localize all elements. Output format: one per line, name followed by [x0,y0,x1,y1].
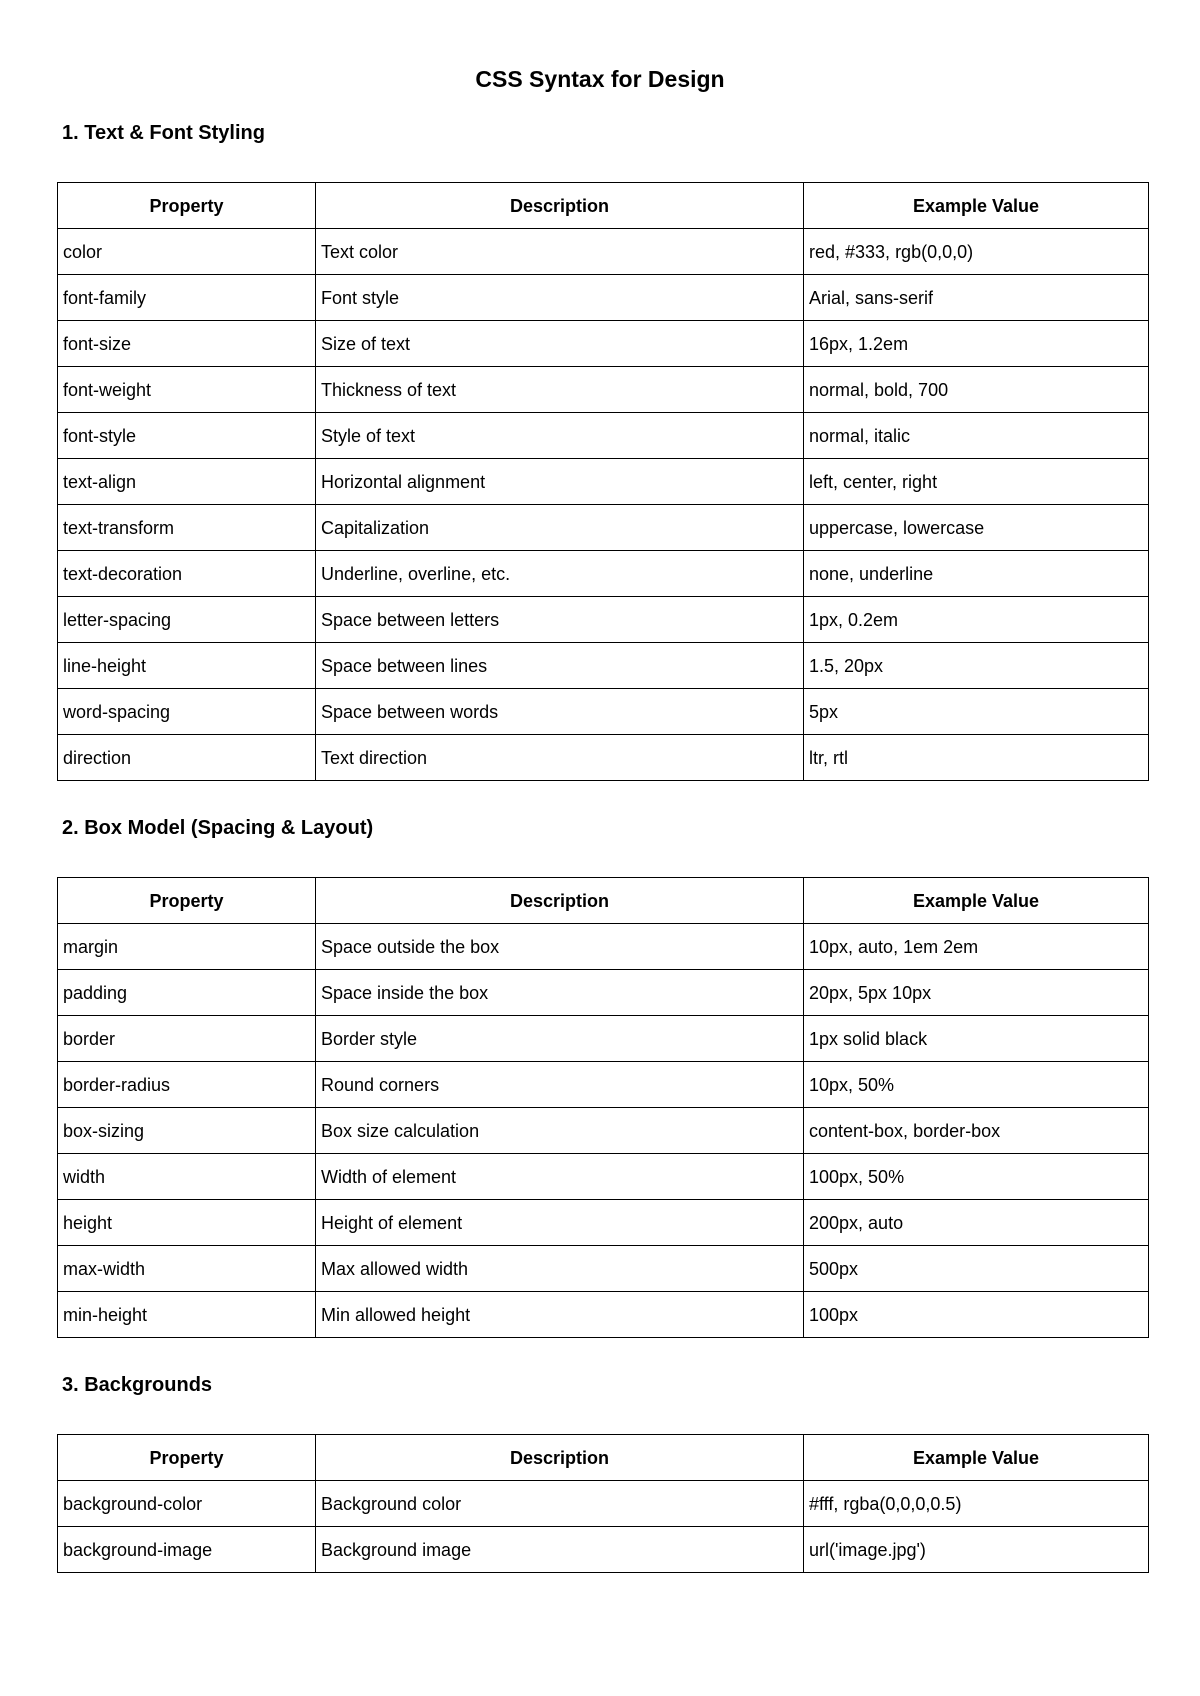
column-header-example-value: Example Value [804,878,1149,924]
cell-property: letter-spacing [58,597,316,643]
cell-example-value: 5px [804,689,1149,735]
cell-example-value: #fff, rgba(0,0,0,0.5) [804,1481,1149,1527]
cell-property: font-size [58,321,316,367]
table-row [58,924,1149,970]
cell-description: Min allowed height [316,1292,804,1338]
cell-example-value: 10px, 50% [804,1062,1149,1108]
cell-description: Space between lines [316,643,804,689]
table-row [58,970,1149,1016]
table-body [58,229,1149,781]
cell-description: Underline, overline, etc. [316,551,804,597]
table-row [58,689,1149,735]
cell-property: text-transform [58,505,316,551]
cell-example-value: content-box, border-box [804,1108,1149,1154]
table-row [58,1016,1149,1062]
cell-example-value: 1.5, 20px [804,643,1149,689]
table-header-row [58,1435,1149,1481]
table-body [58,924,1149,1338]
table-row [58,275,1149,321]
column-header-description: Description [316,878,804,924]
table-row [58,367,1149,413]
cell-property: background-image [58,1527,316,1573]
table-row [58,551,1149,597]
table-backgrounds [57,1434,1149,1573]
column-header-property: Property [58,183,316,229]
cell-property: height [58,1200,316,1246]
cell-example-value: 100px [804,1292,1149,1338]
cell-description: Box size calculation [316,1108,804,1154]
table-row [58,413,1149,459]
section-heading-text-font: 1. Text & Font Styling [62,122,265,144]
cell-property: direction [58,735,316,781]
cell-example-value: 20px, 5px 10px [804,970,1149,1016]
cell-example-value: ltr, rtl [804,735,1149,781]
column-header-property: Property [58,878,316,924]
cell-description: Width of element [316,1154,804,1200]
cell-property: color [58,229,316,275]
table-header-row [58,183,1149,229]
cell-description: Space outside the box [316,924,804,970]
cell-example-value: 500px [804,1246,1149,1292]
cell-example-value: normal, italic [804,413,1149,459]
cell-description: Space between letters [316,597,804,643]
cell-property: background-color [58,1481,316,1527]
cell-property: font-style [58,413,316,459]
section-heading-box-model: 2. Box Model (Spacing & Layout) [62,817,374,839]
cell-example-value: 16px, 1.2em [804,321,1149,367]
cell-property: word-spacing [58,689,316,735]
cell-description: Round corners [316,1062,804,1108]
table-row [58,1200,1149,1246]
cell-example-value: 200px, auto [804,1200,1149,1246]
column-header-example-value: Example Value [804,1435,1149,1481]
cell-property: width [58,1154,316,1200]
cell-property: padding [58,970,316,1016]
cell-example-value: 1px, 0.2em [804,597,1149,643]
cell-description: Capitalization [316,505,804,551]
table-row [58,1108,1149,1154]
cell-description: Background image [316,1527,804,1573]
cell-example-value: Arial, sans-serif [804,275,1149,321]
document-title: CSS Syntax for Design [475,66,725,92]
cell-property: text-decoration [58,551,316,597]
cell-description: Border style [316,1016,804,1062]
cell-description: Height of element [316,1200,804,1246]
cell-property: min-height [58,1292,316,1338]
table-row [58,1062,1149,1108]
cell-property: max-width [58,1246,316,1292]
table-row [58,735,1149,781]
cell-property: font-weight [58,367,316,413]
cell-example-value: 1px solid black [804,1016,1149,1062]
cell-example-value: url('image.jpg') [804,1527,1149,1573]
cell-property: font-family [58,275,316,321]
cell-description: Space inside the box [316,970,804,1016]
cell-description: Style of text [316,413,804,459]
table-body [58,1481,1149,1573]
table-row [58,321,1149,367]
table-row [58,229,1149,275]
cell-example-value: 10px, auto, 1em 2em [804,924,1149,970]
cell-description: Space between words [316,689,804,735]
cell-property: border-radius [58,1062,316,1108]
cell-example-value: none, underline [804,551,1149,597]
table-row [58,459,1149,505]
table-text-font [57,182,1149,781]
cell-property: text-align [58,459,316,505]
table-header-row [58,878,1149,924]
table-row [58,1292,1149,1338]
column-header-description: Description [316,183,804,229]
cell-description: Text direction [316,735,804,781]
cell-property: box-sizing [58,1108,316,1154]
cell-example-value: uppercase, lowercase [804,505,1149,551]
cell-example-value: normal, bold, 700 [804,367,1149,413]
cell-description: Max allowed width [316,1246,804,1292]
table-row [58,505,1149,551]
cell-description: Font style [316,275,804,321]
table-row [58,597,1149,643]
column-header-description: Description [316,1435,804,1481]
cell-description: Horizontal alignment [316,459,804,505]
table-row [58,1246,1149,1292]
cell-example-value: left, center, right [804,459,1149,505]
cell-example-value: 100px, 50% [804,1154,1149,1200]
table-row [58,1481,1149,1527]
table-row [58,1154,1149,1200]
cell-description: Thickness of text [316,367,804,413]
cell-property: margin [58,924,316,970]
table-row [58,643,1149,689]
table-box-model [57,877,1149,1338]
cell-description: Size of text [316,321,804,367]
cell-description: Text color [316,229,804,275]
cell-property: line-height [58,643,316,689]
column-header-property: Property [58,1435,316,1481]
table-row [58,1527,1149,1573]
cell-example-value: red, #333, rgb(0,0,0) [804,229,1149,275]
cell-description: Background color [316,1481,804,1527]
section-heading-backgrounds: 3. Backgrounds [62,1374,213,1396]
column-header-example-value: Example Value [804,183,1149,229]
cell-property: border [58,1016,316,1062]
